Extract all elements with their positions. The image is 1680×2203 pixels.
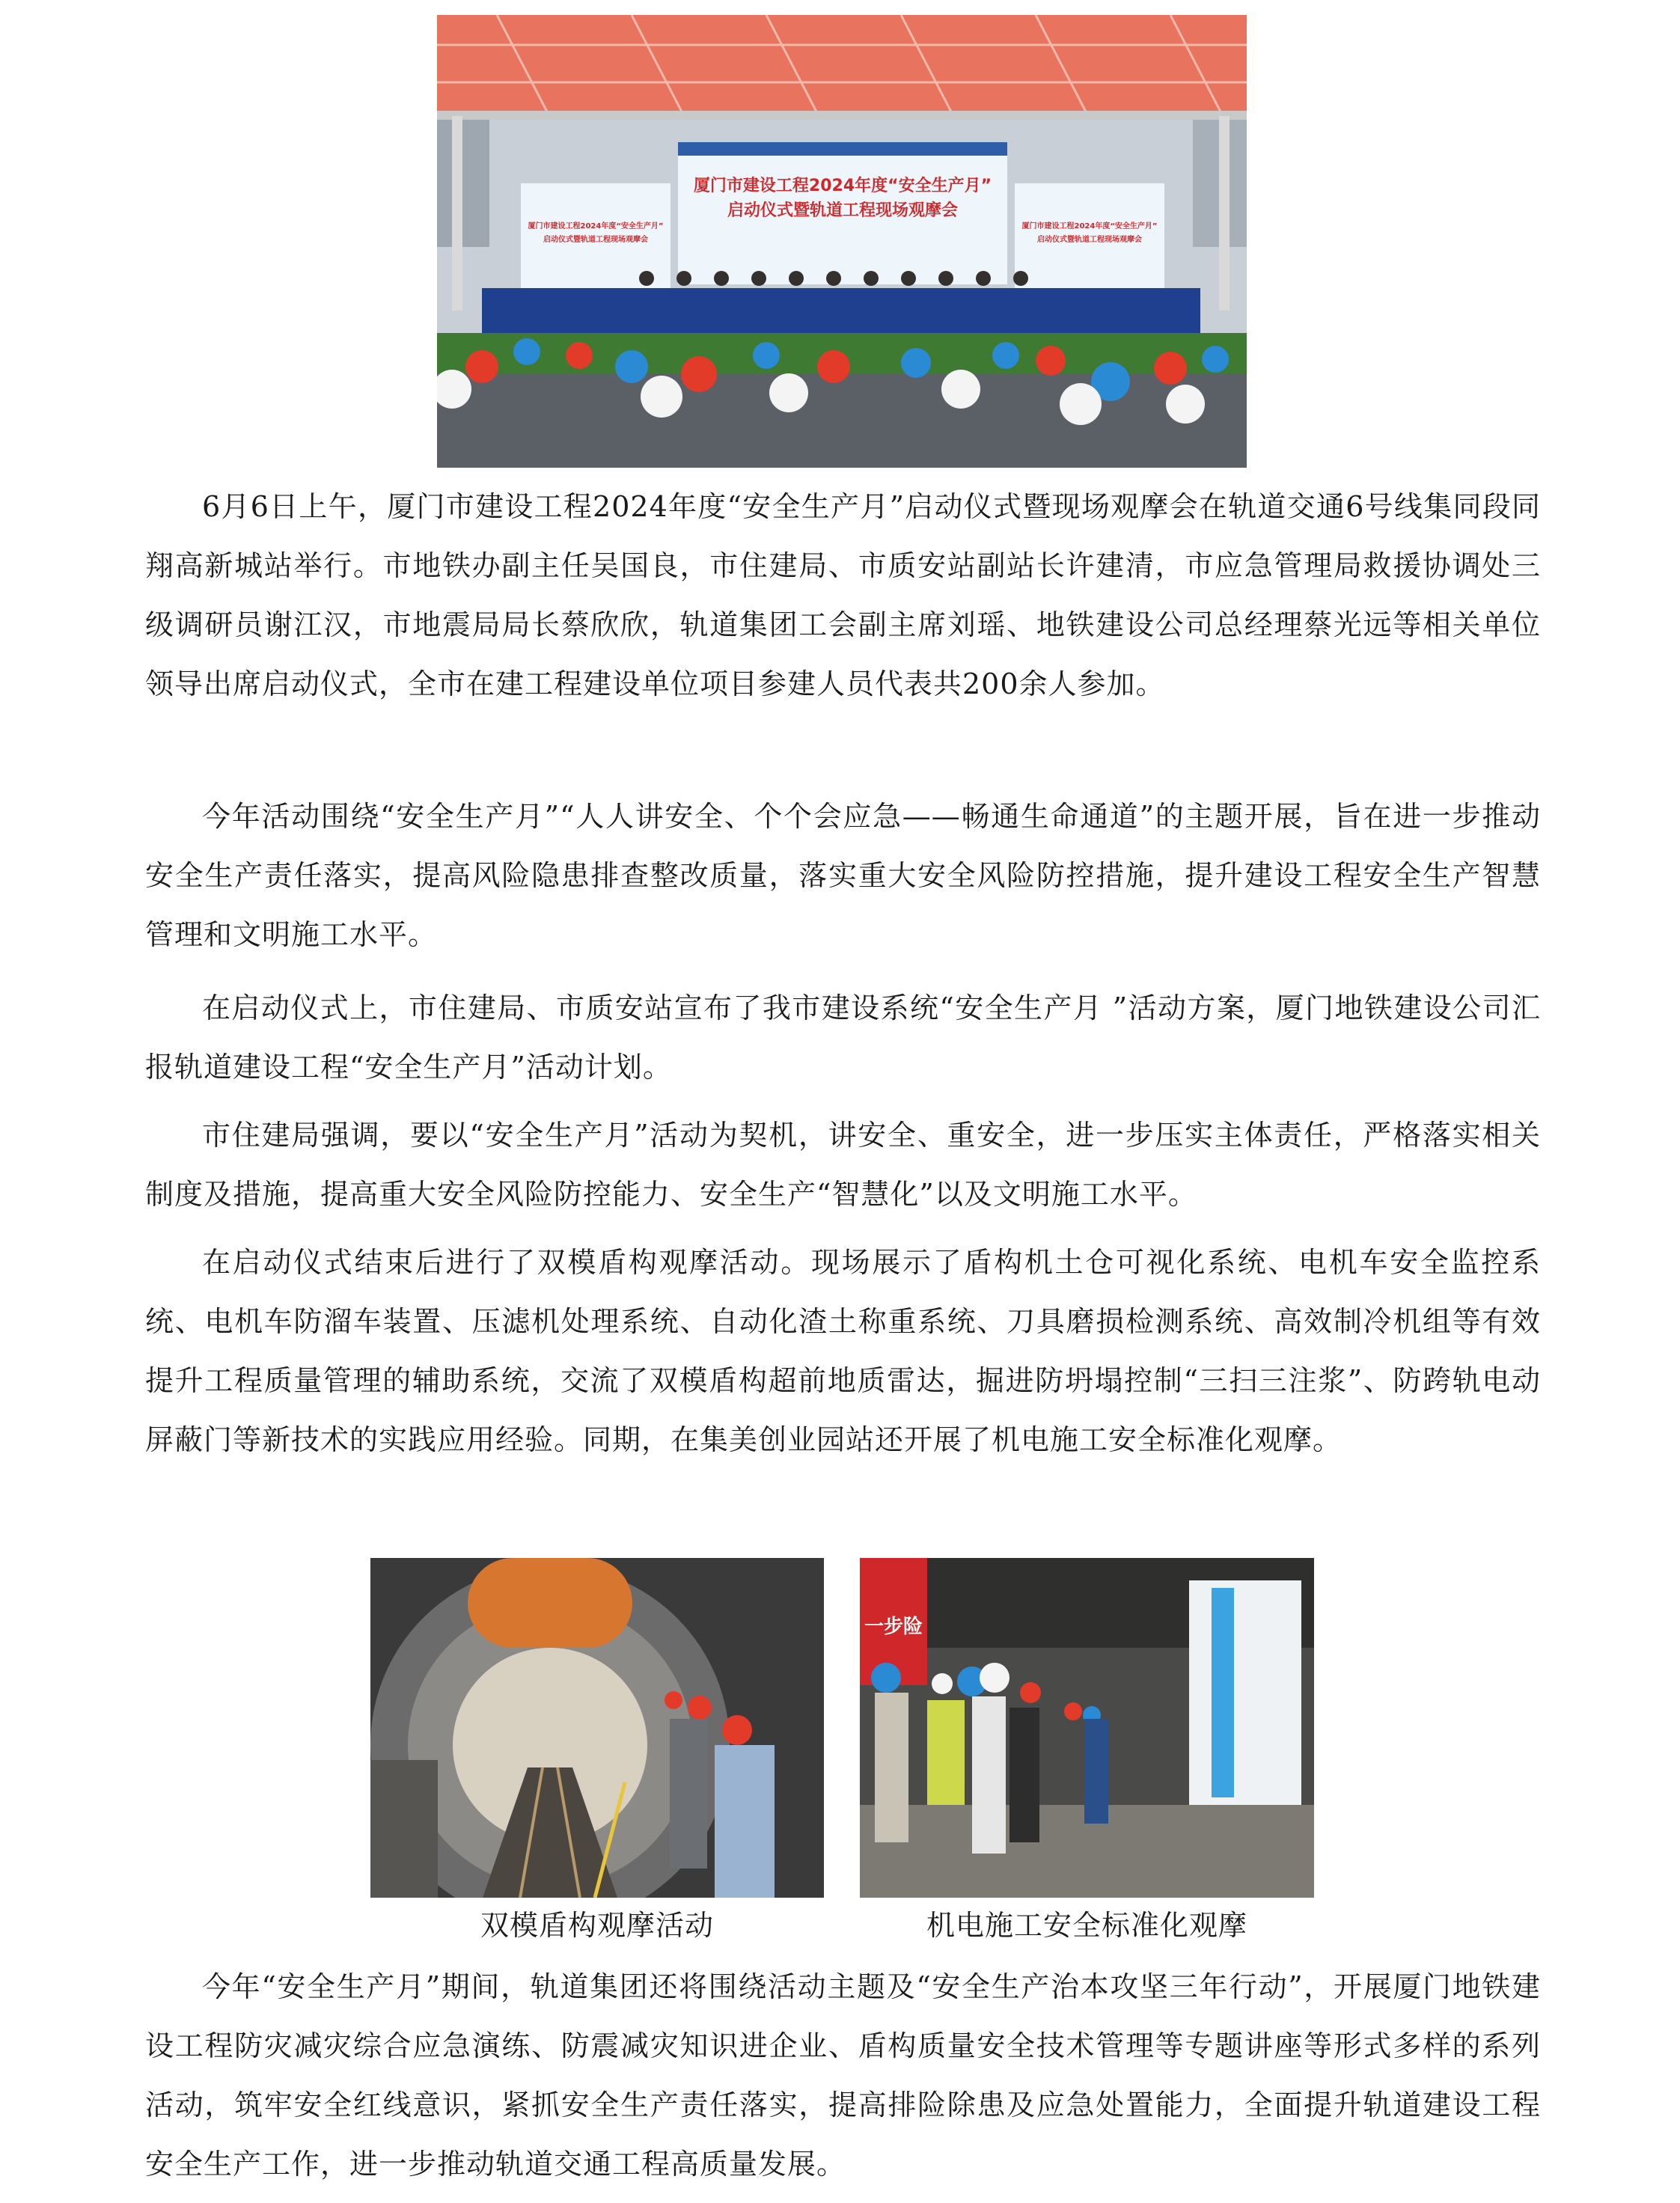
article-paragraph: 6月6日上午，厦门市建设工程2024年度“安全生产月”启动仪式暨现场观摩会在轨道交通6号线集同段同翔高新城站举行。市地铁办副主任吴国良，市住建局、市质安站副站长许建清，市应急管理局救援协调处三级调研员谢江汉，市地震局局长蔡欣欣，轨道集团工会副主席刘瑶、地铁建设公司总经理蔡光远等相关单位领导出席启动仪式，全市在建工程建设单位项目参建人员代表共200余人参加。	[145, 490, 1541, 700]
left-banner-line2: 启动仪式暨轨道工程现场观摩会	[543, 236, 648, 244]
tunnel-scene	[370, 1558, 824, 1898]
left-banner-line1: 厦门市建设工程2024年度“安全生产月”	[528, 222, 664, 230]
article-paragraph: 在启动仪式结束后进行了双模盾构观摩活动。现场展示了盾构机土仓可视化系统、电机车安全监控系统、电机车防溜车装置、压滤机处理系统、自动化渣土称重系统、刀具磨损检测系统、高效制冷机组等有效提升工程质量管理的辅助系统，交流了双模盾构超前地质雷达，掘进防坍塌控制“三扫三注浆”、防跨轨电动屏蔽门等新技术的实践应用经验。同期，在集美创业园站还开展了机电施工安全标准化观摩。	[145, 1246, 1541, 1456]
right-banner-line2: 启动仪式暨轨道工程现场观摩会	[1037, 236, 1142, 244]
ceremony-photo	[437, 15, 1247, 468]
article-paragraph: 今年活动围绕“安全生产月”“人人讲安全、个个会应急——畅通生命通道”的主题开展，旨在进一步推动安全生产责任落实，提高风险隐患排查整改质量，落实重大安全风险防控措施，提升建设工程安全生产智慧管理和文明施工水平。	[145, 800, 1541, 951]
tbm-tunnel-photo	[370, 1558, 824, 1898]
mep-site-photo	[860, 1558, 1314, 1898]
mep-scene	[860, 1558, 1314, 1898]
article-paragraph: 在启动仪式上，市住建局、市质安站宣布了我市建设系统“安全生产月 ”活动方案，厦门地铁建设公司汇报轨道建设工程“安全生产月”活动计划。	[145, 991, 1541, 1084]
warning-sign-text: 一步险	[864, 1616, 923, 1638]
ceremony-scene	[437, 15, 1247, 468]
right-banner-line1: 厦门市建设工程2024年度“安全生产月”	[1021, 222, 1158, 230]
main-banner-line1: 厦门市建设工程2024年度“安全生产月”	[693, 177, 992, 195]
article-paragraph: 市住建局强调，要以“安全生产月”活动为契机，讲安全、重安全，进一步压实主体责任，严格落实相关制度及措施，提高重大安全风险防控能力、安全生产“智慧化”以及文明施工水平。	[145, 1119, 1541, 1211]
mep-photo-caption: 机电施工安全标准化观摩	[926, 1909, 1247, 1942]
tbm-photo-caption: 双模盾构观摩活动	[480, 1909, 714, 1942]
main-banner-line2: 启动仪式暨轨道工程现场观摩会	[727, 201, 959, 220]
article-paragraph: 今年“安全生产月”期间，轨道集团还将围绕活动主题及“安全生产治本攻坚三年行动”，开展厦门地铁建设工程防灾减灾综合应急演练、防震减灾知识进企业、盾构质量安全技术管理等专题讲座等形式多样的系列活动，筑牢安全红线意识，紧抓安全生产责任落实，提高排险除患及应急处置能力，全面提升轨道建设工程安全生产工作，进一步推动轨道交通工程高质量发展。	[145, 1970, 1541, 2181]
